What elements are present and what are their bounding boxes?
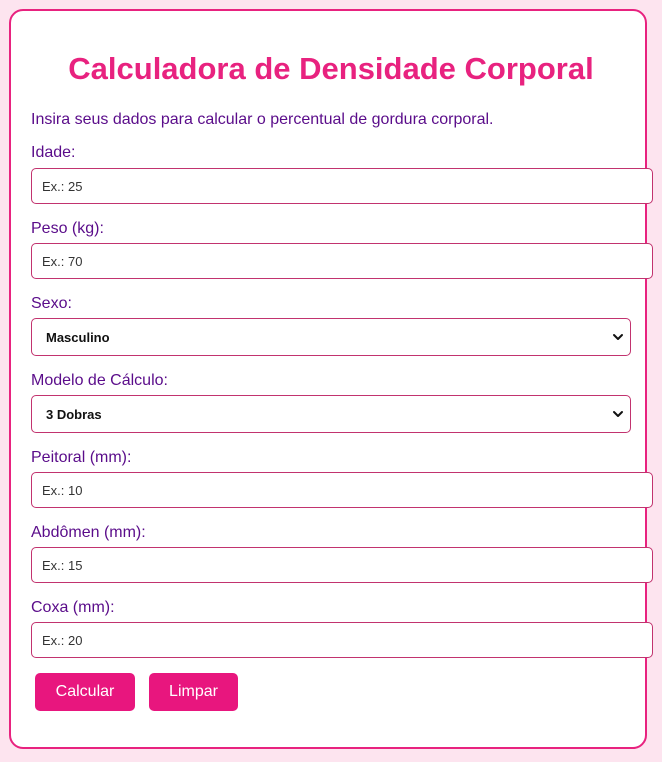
limpar-button[interactable]: Limpar (149, 673, 238, 711)
coxa-label: Coxa (mm): (31, 599, 115, 616)
peso-input[interactable] (31, 243, 653, 279)
modelo-selected-value: 3 Dobras (46, 406, 102, 422)
calcular-button[interactable]: Calcular (35, 673, 135, 711)
peitoral-input[interactable] (31, 472, 653, 508)
idade-input[interactable] (31, 168, 653, 204)
sexo-selected-value: Masculino (46, 329, 110, 345)
modelo-select[interactable] (31, 395, 631, 433)
chevron-down-icon (612, 408, 624, 420)
sexo-select[interactable] (31, 318, 631, 356)
calculator-card (9, 9, 647, 749)
peso-label: Peso (kg): (31, 220, 104, 237)
peitoral-label: Peitoral (mm): (31, 449, 132, 466)
chevron-down-icon (612, 331, 624, 343)
abdomen-input[interactable] (31, 547, 653, 583)
abdomen-label: Abdômen (mm): (31, 524, 146, 541)
coxa-input[interactable] (31, 622, 653, 658)
idade-label: Idade: (31, 144, 76, 161)
modelo-label: Modelo de Cálculo: (31, 372, 168, 389)
page-title: Calculadora de Densidade Corporal (68, 51, 594, 86)
sexo-label: Sexo: (31, 295, 72, 312)
intro-text: Insira seus dados para calcular o percentual de gordura corporal. (31, 111, 494, 128)
